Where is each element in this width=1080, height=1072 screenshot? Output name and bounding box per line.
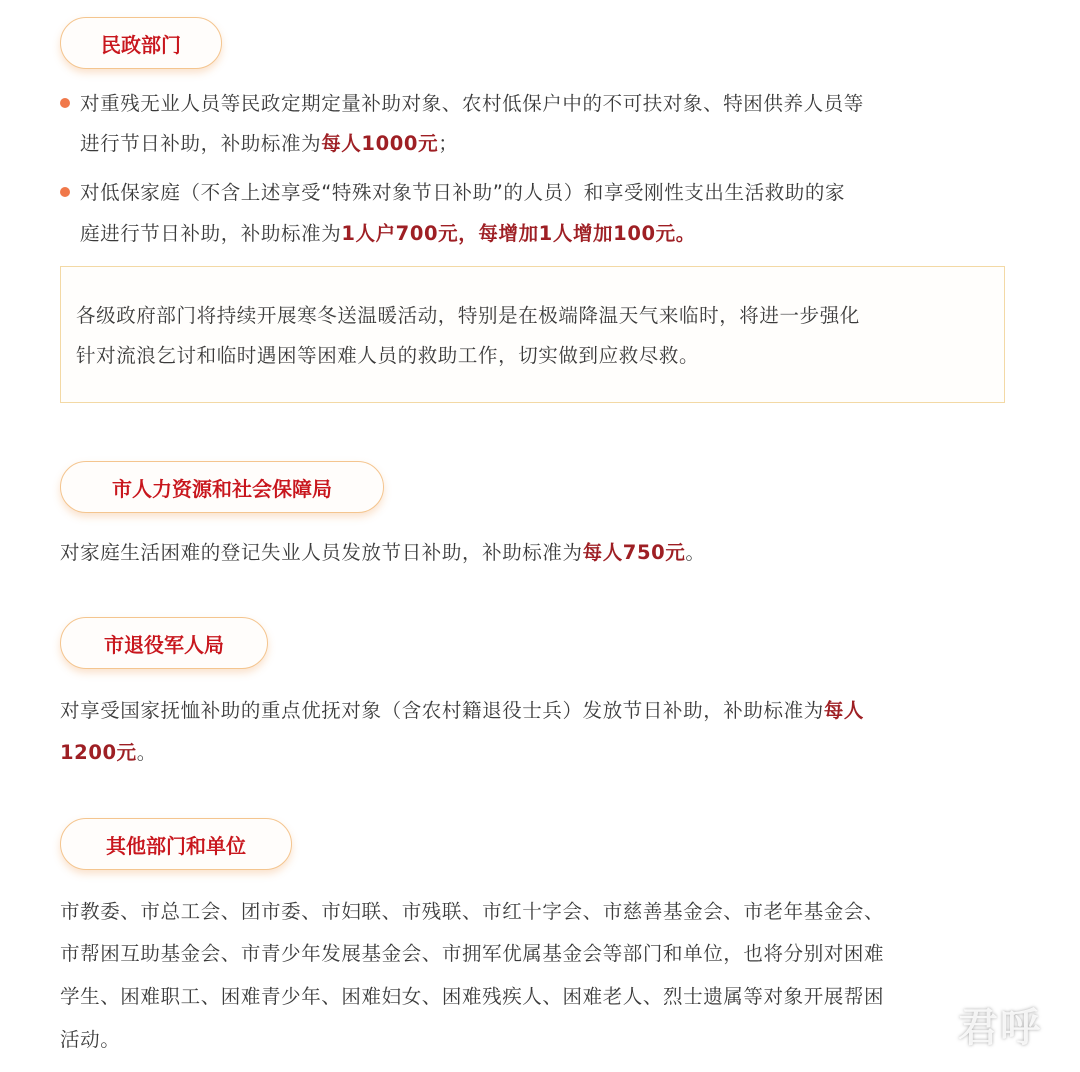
others-line4: 活动。 xyxy=(60,1028,121,1051)
section-title-others: 其他部门和单位 xyxy=(60,818,292,870)
bullet-dot xyxy=(60,187,70,197)
bullet1-line2: 进行节日补助，补助标准为每人1000元； xyxy=(80,132,459,155)
bullet2-highlight: 1人户700元，每增加1人增加100元 xyxy=(341,222,676,245)
bullet-dot xyxy=(60,98,70,108)
section-title-hr: 市人力资源和社会保障局 xyxy=(60,461,384,513)
watermark: 君呼 xyxy=(958,1005,1042,1051)
veterans-highlight: 1200元 xyxy=(60,741,137,764)
section-title-veterans: 市退役军人局 xyxy=(60,617,268,669)
others-line3: 学生、困难职工、困难青少年、困难妇女、困难残疾人、困难老人、烈士遗属等对象开展帮困 xyxy=(60,985,885,1008)
section-title-civil-affairs: 民政部门 xyxy=(60,17,222,69)
bullet1-highlight: 每人1000元 xyxy=(321,132,439,155)
bullet2-line2: 庭进行节日补助，补助标准为1人户700元，每增加1人增加100元。 xyxy=(80,222,696,245)
hr-highlight: 每人750元 xyxy=(582,541,686,564)
note-line1: 各级政府部门将持续开展寒冬送温暖活动，特别是在极端降温天气来临时，将进一步强化 xyxy=(76,304,860,327)
others-line1: 市教委、市总工会、团市委、市妇联、市残联、市红十字会、市慈善基金会、市老年基金会、 xyxy=(60,900,885,923)
bullet1-line1: 对重残无业人员等民政定期定量补助对象、农村低保户中的不可扶对象、特困供养人员等 xyxy=(80,92,864,115)
note-line2: 针对流浪乞讨和临时遇困等困难人员的救助工作，切实做到应救尽救。 xyxy=(76,344,700,367)
bullet2-line1: 对低保家庭（不含上述享受“特殊对象节日补助”的人员）和享受刚性支出生活救助的家 xyxy=(80,181,846,204)
others-line2: 市帮困互助基金会、市青少年发展基金会、市拥军优属基金会等部门和单位，也将分别对困难 xyxy=(60,942,885,965)
hr-text: 对家庭生活困难的登记失业人员发放节日补助，补助标准为每人750元。 xyxy=(60,541,706,564)
veterans-line1: 对享受国家抚恤补助的重点优抚对象（含农村籍退役士兵）发放节日补助，补助标准为每人 xyxy=(60,699,865,722)
veterans-line2: 1200元。 xyxy=(60,741,157,764)
